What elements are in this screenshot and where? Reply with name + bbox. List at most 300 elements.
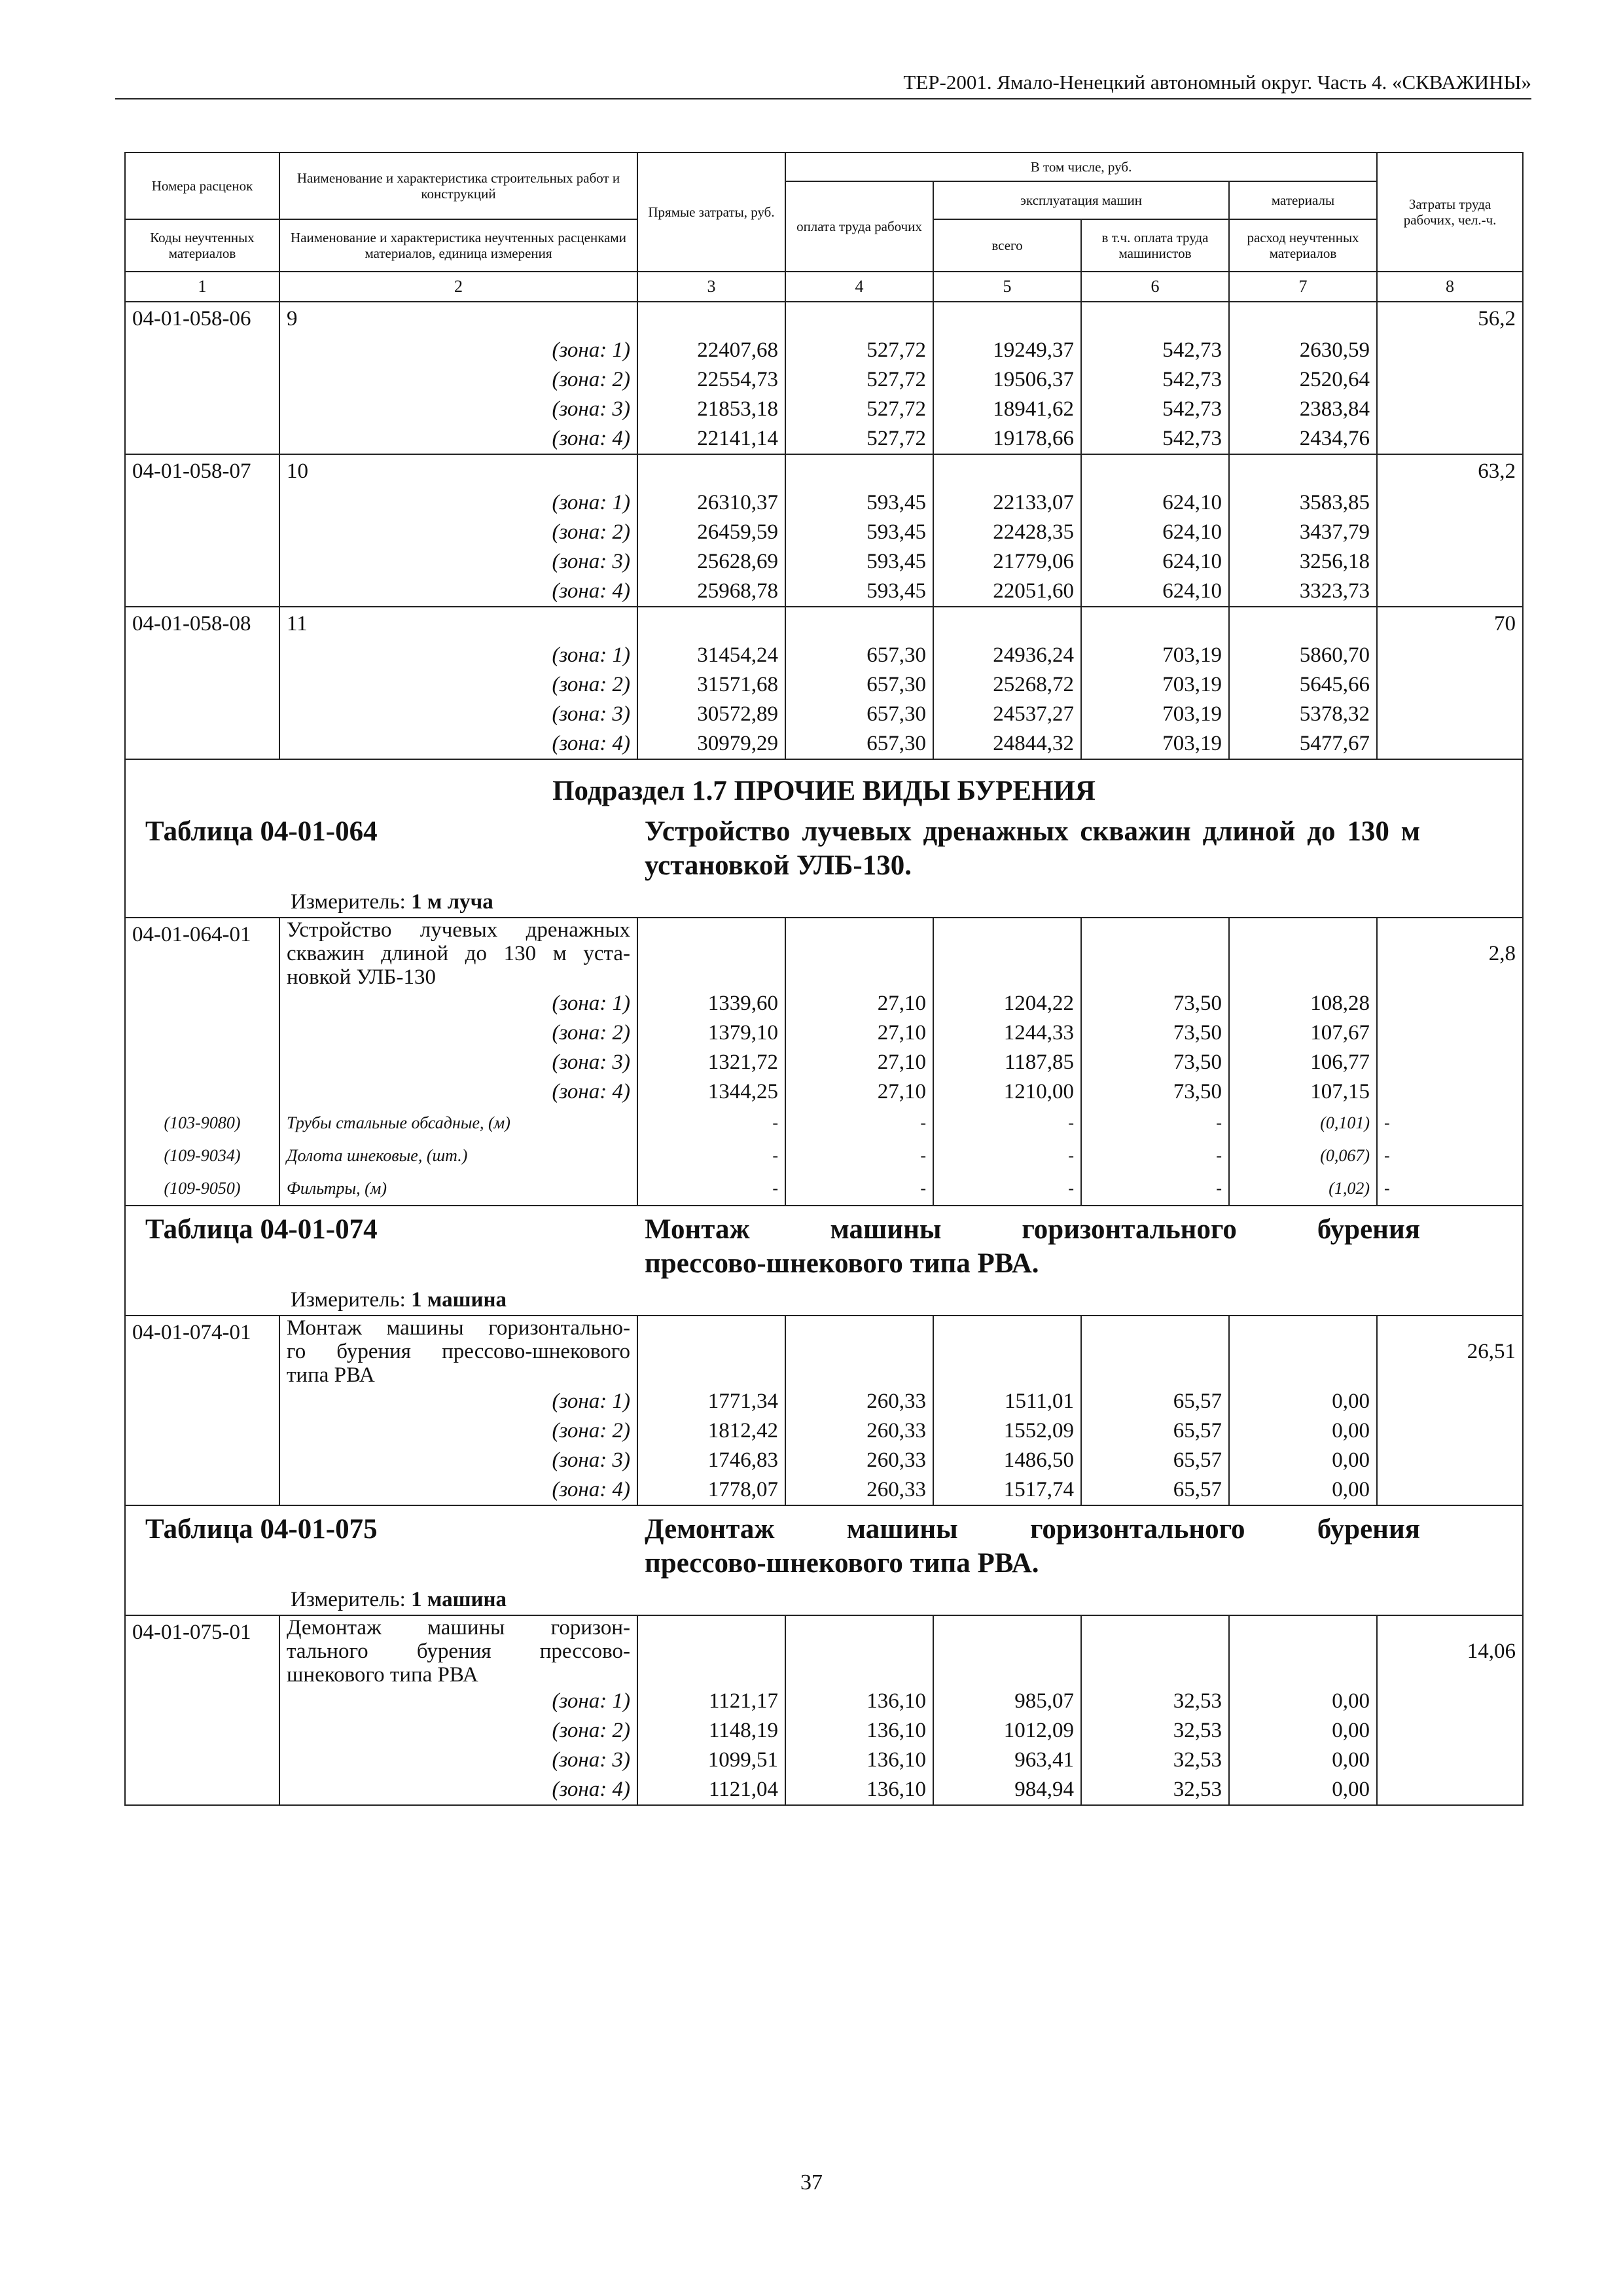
price-value: 0,00 [1229, 1387, 1377, 1416]
price-value: 260,33 [785, 1446, 933, 1475]
rate-row [125, 302, 1523, 336]
zone-row [125, 577, 1523, 607]
price-value: 25628,69 [637, 547, 785, 577]
labor-cost-value: 70 [1377, 607, 1523, 641]
price-value: 527,72 [785, 424, 933, 454]
price-value: 106,77 [1229, 1048, 1377, 1077]
zone-row [125, 1687, 1523, 1716]
price-value: 19506,37 [933, 365, 1081, 395]
empty-cell [125, 1077, 279, 1107]
subsection-heading [125, 759, 1523, 808]
price-value: 1517,74 [933, 1475, 1081, 1505]
zone-label: (зона: 1) [279, 989, 637, 1018]
table-heading [125, 1505, 1523, 1615]
col-machines-header: эксплуатация машин [933, 181, 1229, 219]
zone-label: (зона: 4) [279, 1077, 637, 1107]
zone-row [125, 1048, 1523, 1077]
rate-name-line: шнекового типа РВА [287, 1663, 478, 1687]
resource-value: - [785, 1172, 933, 1206]
price-value: 0,00 [1229, 1775, 1377, 1805]
col-mach-labor-header: в т.ч. оплата труда машинистов [1081, 219, 1229, 272]
resource-value: - [1081, 1107, 1229, 1139]
price-value: 24844,32 [933, 729, 1081, 759]
rate-name [279, 607, 637, 641]
labor-cost-value: 2,8 [1377, 918, 1523, 989]
price-value: 0,00 [1229, 1416, 1377, 1446]
zone-row [125, 518, 1523, 547]
zone-label: (зона: 2) [279, 1018, 637, 1048]
empty-cell [785, 454, 933, 488]
resource-code: (109-9034) [125, 1139, 279, 1172]
rate-code: 04-01-058-06 [125, 302, 279, 336]
rate-name [279, 918, 637, 989]
empty-cell [785, 1615, 933, 1687]
zone-row [125, 989, 1523, 1018]
empty-cell [637, 302, 785, 336]
empty-cell [125, 1416, 279, 1446]
empty-cell [637, 607, 785, 641]
measure-label: Измеритель: [291, 890, 412, 914]
col-labor-cost-header: Затраты труда рабочих, чел.-ч. [1377, 152, 1523, 272]
price-value: 0,00 [1229, 1687, 1377, 1716]
price-value: 22428,35 [933, 518, 1081, 547]
price-value: 657,30 [785, 729, 933, 759]
rate-name-line: Монтаж машины горизонтально- [287, 1316, 630, 1340]
resource-code: (103-9080) [125, 1107, 279, 1139]
resource-value: - [933, 1107, 1081, 1139]
price-value: 3256,18 [1229, 547, 1377, 577]
empty-cell [1229, 918, 1377, 989]
empty-cell [1229, 454, 1377, 488]
price-value: 1204,22 [933, 989, 1081, 1018]
price-value: 985,07 [933, 1687, 1081, 1716]
incl-header: В том числе, руб. [785, 152, 1377, 181]
table-title: Устройство лучевых дренажных скважин длиной до 130 м установкой УЛБ-130. [645, 816, 1420, 881]
price-value: 32,53 [1081, 1687, 1229, 1716]
zone-label: (зона: 3) [279, 395, 637, 424]
empty-cell [1377, 700, 1523, 729]
price-value: 108,28 [1229, 989, 1377, 1018]
rate-row [125, 1316, 1523, 1387]
empty-cell [785, 1316, 933, 1387]
empty-cell [1377, 1416, 1523, 1446]
resource-row [125, 1139, 1523, 1172]
price-value: 657,30 [785, 670, 933, 700]
labor-cost-value: 63,2 [1377, 454, 1523, 488]
price-value: 107,15 [1229, 1077, 1377, 1107]
price-value: 624,10 [1081, 577, 1229, 607]
price-value: 1321,72 [637, 1048, 785, 1077]
price-value: 22554,73 [637, 365, 785, 395]
col-labor-header: оплата труда рабочих [785, 181, 933, 272]
zone-row [125, 395, 1523, 424]
zone-label: (зона: 1) [279, 1387, 637, 1416]
price-value: 0,00 [1229, 1446, 1377, 1475]
price-value: 3583,85 [1229, 488, 1377, 518]
measure-line [126, 887, 1522, 917]
zone-label: (зона: 1) [279, 1687, 637, 1716]
price-value: 593,45 [785, 488, 933, 518]
price-value: 30572,89 [637, 700, 785, 729]
price-value: 1379,10 [637, 1018, 785, 1048]
page-number: 37 [800, 2170, 823, 2195]
resource-value: - [933, 1172, 1081, 1206]
price-value: 963,41 [933, 1746, 1081, 1775]
price-value: 1012,09 [933, 1716, 1081, 1746]
rate-name-line: Устройство лучевых дренажных [287, 918, 630, 942]
zone-row [125, 547, 1523, 577]
price-value: 22407,68 [637, 336, 785, 365]
table-heading [125, 1206, 1523, 1316]
price-value: 18941,62 [933, 395, 1081, 424]
resource-value: (0,067) [1229, 1139, 1377, 1172]
price-value: 1339,60 [637, 989, 785, 1018]
empty-cell [1377, 336, 1523, 365]
rate-row [125, 918, 1523, 989]
empty-cell [125, 518, 279, 547]
empty-cell [125, 989, 279, 1018]
zone-row [125, 670, 1523, 700]
col-name-header: Наименование и характеристика строительных работ и конструкций [279, 152, 637, 219]
empty-cell [933, 918, 1081, 989]
empty-cell [1377, 547, 1523, 577]
price-value: 31454,24 [637, 641, 785, 670]
empty-cell [125, 1048, 279, 1077]
rate-code: 04-01-074-01 [125, 1316, 279, 1387]
zone-label: (зона: 2) [279, 1416, 637, 1446]
zone-label: (зона: 2) [279, 518, 637, 547]
measure-unit: 1 м луча [411, 890, 493, 914]
price-value: 1187,85 [933, 1048, 1081, 1077]
rate-row [125, 1615, 1523, 1687]
price-value: 25268,72 [933, 670, 1081, 700]
price-value: 27,10 [785, 989, 933, 1018]
price-value: 26459,59 [637, 518, 785, 547]
empty-cell [125, 729, 279, 759]
price-value: 703,19 [1081, 700, 1229, 729]
empty-cell [1377, 1077, 1523, 1107]
price-value: 2630,59 [1229, 336, 1377, 365]
empty-cell [125, 1746, 279, 1775]
empty-cell [1229, 302, 1377, 336]
column-number: 1 [125, 272, 279, 302]
col-name-sub-header: Наименование и характеристика неучтенных расценками материалов, единица измерения [279, 219, 637, 272]
empty-cell [125, 1446, 279, 1475]
resource-value: - [785, 1107, 933, 1139]
price-value: 19249,37 [933, 336, 1081, 365]
column-number: 6 [1081, 272, 1229, 302]
price-value: 542,73 [1081, 395, 1229, 424]
price-value: 703,19 [1081, 641, 1229, 670]
resource-value: - [1377, 1139, 1523, 1172]
price-value: 22141,14 [637, 424, 785, 454]
price-value: 27,10 [785, 1077, 933, 1107]
price-value: 73,50 [1081, 1018, 1229, 1048]
empty-cell [125, 670, 279, 700]
empty-cell [125, 365, 279, 395]
empty-cell [1377, 1475, 1523, 1505]
table-title-line: прессово-шнекового типа РВА. [645, 1548, 1039, 1579]
empty-cell [785, 302, 933, 336]
price-value: 542,73 [1081, 336, 1229, 365]
empty-cell [1377, 365, 1523, 395]
empty-cell [933, 607, 1081, 641]
rate-code: 04-01-064-01 [125, 918, 279, 989]
price-value: 31571,68 [637, 670, 785, 700]
table-heading [125, 808, 1523, 918]
price-value: 703,19 [1081, 670, 1229, 700]
column-number: 5 [933, 272, 1081, 302]
price-value: 593,45 [785, 518, 933, 547]
zone-row [125, 365, 1523, 395]
empty-cell [933, 1316, 1081, 1387]
empty-cell [933, 302, 1081, 336]
zone-label: (зона: 1) [279, 336, 637, 365]
empty-cell [125, 424, 279, 454]
column-number: 7 [1229, 272, 1377, 302]
empty-cell [785, 607, 933, 641]
rate-name-line: типа РВА [287, 1363, 375, 1387]
running-header: ТЕР-2001. Ямало-Ненецкий автономный округ. Часть 4. «СКВАЖИНЫ» [115, 71, 1531, 99]
price-value: 1244,33 [933, 1018, 1081, 1048]
zone-row [125, 1746, 1523, 1775]
resource-value: - [933, 1139, 1081, 1172]
empty-cell [1229, 1316, 1377, 1387]
price-value: 136,10 [785, 1746, 933, 1775]
table-title [638, 1213, 1420, 1281]
resource-name: Долота шнековые, (шт.) [279, 1139, 637, 1172]
empty-cell [933, 1615, 1081, 1687]
empty-cell [637, 918, 785, 989]
rate-name-line: 10 [287, 459, 308, 483]
zone-label: (зона: 4) [279, 729, 637, 759]
price-value: 260,33 [785, 1475, 933, 1505]
resource-value: (1,02) [1229, 1172, 1377, 1206]
zone-label: (зона: 1) [279, 641, 637, 670]
price-value: 65,57 [1081, 1446, 1229, 1475]
table-heading-cell [125, 1505, 1523, 1615]
price-value: 136,10 [785, 1687, 933, 1716]
price-value: 27,10 [785, 1048, 933, 1077]
resource-value: - [1377, 1172, 1523, 1206]
table-heading-cell [125, 808, 1523, 918]
rate-name [279, 302, 637, 336]
zone-label: (зона: 2) [279, 365, 637, 395]
resource-value: - [1081, 1172, 1229, 1206]
rate-code: 04-01-075-01 [125, 1615, 279, 1687]
zone-row [125, 1775, 1523, 1805]
empty-cell [1229, 607, 1377, 641]
zone-row [125, 700, 1523, 729]
price-value: 27,10 [785, 1018, 933, 1048]
table-heading-cell [125, 1206, 1523, 1316]
zone-label: (зона: 4) [279, 1475, 637, 1505]
rate-name-line: го бурения прессово-шнекового [287, 1340, 630, 1363]
rate-name [279, 1316, 637, 1387]
measure-label: Измеритель: [291, 1588, 412, 1611]
price-value: 527,72 [785, 336, 933, 365]
empty-cell [1377, 1716, 1523, 1746]
zone-label: (зона: 3) [279, 547, 637, 577]
resource-value: (0,101) [1229, 1107, 1377, 1139]
price-value: 2520,64 [1229, 365, 1377, 395]
price-value: 1486,50 [933, 1446, 1081, 1475]
zone-row [125, 1446, 1523, 1475]
price-value: 5860,70 [1229, 641, 1377, 670]
price-value: 2434,76 [1229, 424, 1377, 454]
empty-cell [1377, 641, 1523, 670]
resource-row [125, 1172, 1523, 1206]
price-value: 73,50 [1081, 989, 1229, 1018]
empty-cell [1081, 607, 1229, 641]
price-value: 1121,04 [637, 1775, 785, 1805]
zone-row [125, 488, 1523, 518]
resource-name: Трубы стальные обсадные, (м) [279, 1107, 637, 1139]
resource-row [125, 1107, 1523, 1139]
empty-cell [637, 1615, 785, 1687]
empty-cell [1377, 1687, 1523, 1716]
rate-name-line: новкой УЛБ-130 [287, 965, 436, 989]
empty-cell [1081, 918, 1229, 989]
empty-cell [125, 1387, 279, 1416]
price-value: 1552,09 [933, 1416, 1081, 1446]
table-number: Таблица 04-01-064 [145, 816, 378, 847]
price-value: 65,57 [1081, 1475, 1229, 1505]
price-value: 22133,07 [933, 488, 1081, 518]
empty-cell [125, 1775, 279, 1805]
price-value: 5645,66 [1229, 670, 1377, 700]
empty-cell [125, 395, 279, 424]
price-value: 21853,18 [637, 395, 785, 424]
empty-cell [125, 547, 279, 577]
rate-name-line: Демонтаж машины горизон- [287, 1616, 630, 1640]
empty-cell [1377, 518, 1523, 547]
price-value: 1121,17 [637, 1687, 785, 1716]
price-value: 624,10 [1081, 488, 1229, 518]
price-value: 24936,24 [933, 641, 1081, 670]
price-value: 984,94 [933, 1775, 1081, 1805]
price-value: 136,10 [785, 1775, 933, 1805]
column-number: 8 [1377, 272, 1523, 302]
empty-cell [125, 336, 279, 365]
empty-cell [1377, 577, 1523, 607]
zone-row [125, 424, 1523, 454]
empty-cell [1081, 1615, 1229, 1687]
table-number: Таблица 04-01-075 [145, 1514, 378, 1545]
price-value: 19178,66 [933, 424, 1081, 454]
zone-label: (зона: 2) [279, 1716, 637, 1746]
labor-cost-value: 26,51 [1377, 1316, 1523, 1387]
resource-value: - [1377, 1107, 1523, 1139]
resource-value: - [1081, 1139, 1229, 1172]
price-value: 657,30 [785, 700, 933, 729]
rate-name-line: тального бурения прессово- [287, 1640, 630, 1663]
price-value: 24537,27 [933, 700, 1081, 729]
price-value: 32,53 [1081, 1746, 1229, 1775]
table-title-line: прессово-шнекового типа РВА. [645, 1248, 1039, 1279]
empty-cell [125, 641, 279, 670]
rate-name [279, 1615, 637, 1687]
empty-cell [1377, 989, 1523, 1018]
zone-row [125, 1077, 1523, 1107]
zone-row [125, 729, 1523, 759]
price-value: 260,33 [785, 1416, 933, 1446]
price-value: 593,45 [785, 577, 933, 607]
zone-label: (зона: 2) [279, 670, 637, 700]
empty-cell [1377, 488, 1523, 518]
price-value: 542,73 [1081, 365, 1229, 395]
price-value: 73,50 [1081, 1048, 1229, 1077]
empty-cell [1081, 302, 1229, 336]
price-value: 624,10 [1081, 518, 1229, 547]
price-value: 25968,78 [637, 577, 785, 607]
col-materials-sub-header: расход неучтенных материалов [1229, 219, 1377, 272]
col-codes-header: Номера расценок [125, 152, 279, 219]
zone-row [125, 1475, 1523, 1505]
zone-label: (зона: 4) [279, 424, 637, 454]
price-value: 1771,34 [637, 1387, 785, 1416]
price-value: 1344,25 [637, 1077, 785, 1107]
rate-name-line: 9 [287, 307, 298, 331]
price-value: 32,53 [1081, 1716, 1229, 1746]
zone-row [125, 336, 1523, 365]
col-materials-header: материалы [1229, 181, 1377, 219]
table-number: Таблица 04-01-074 [145, 1214, 378, 1245]
empty-cell [933, 454, 1081, 488]
zone-label: (зона: 3) [279, 1746, 637, 1775]
col-direct-header: Прямые затраты, руб. [637, 152, 785, 272]
measure-unit: 1 машина [411, 1288, 507, 1312]
zone-label: (зона: 1) [279, 488, 637, 518]
labor-cost-value: 14,06 [1377, 1615, 1523, 1687]
measure-unit: 1 машина [411, 1588, 507, 1611]
price-value: 2383,84 [1229, 395, 1377, 424]
empty-cell [125, 488, 279, 518]
empty-cell [125, 1687, 279, 1716]
column-number: 4 [785, 272, 933, 302]
empty-cell [125, 1716, 279, 1746]
price-value: 260,33 [785, 1387, 933, 1416]
price-value: 593,45 [785, 547, 933, 577]
zone-row [125, 1018, 1523, 1048]
price-value: 1778,07 [637, 1475, 785, 1505]
price-value: 657,30 [785, 641, 933, 670]
col-codes-sub-header: Коды неучтенных материалов [125, 219, 279, 272]
price-value: 107,67 [1229, 1018, 1377, 1048]
zone-label: (зона: 3) [279, 700, 637, 729]
empty-cell [1081, 454, 1229, 488]
price-value: 1099,51 [637, 1746, 785, 1775]
price-value: 65,57 [1081, 1387, 1229, 1416]
zone-label: (зона: 3) [279, 1048, 637, 1077]
price-value: 73,50 [1081, 1077, 1229, 1107]
resource-value: - [785, 1139, 933, 1172]
empty-cell [1377, 1018, 1523, 1048]
price-value: 5378,32 [1229, 700, 1377, 729]
price-value: 527,72 [785, 395, 933, 424]
price-value: 26310,37 [637, 488, 785, 518]
resource-name: Фильтры, (м) [279, 1172, 637, 1206]
empty-cell [1377, 1746, 1523, 1775]
empty-cell [637, 1316, 785, 1387]
rate-row [125, 607, 1523, 641]
price-value: 1511,01 [933, 1387, 1081, 1416]
zone-row [125, 641, 1523, 670]
table-title-line: Монтаж машины горизонтального бурения [645, 1214, 1420, 1245]
empty-cell [1377, 1775, 1523, 1805]
table-title-line: Демонтаж машины горизонтального бурения [645, 1514, 1420, 1545]
empty-cell [785, 918, 933, 989]
